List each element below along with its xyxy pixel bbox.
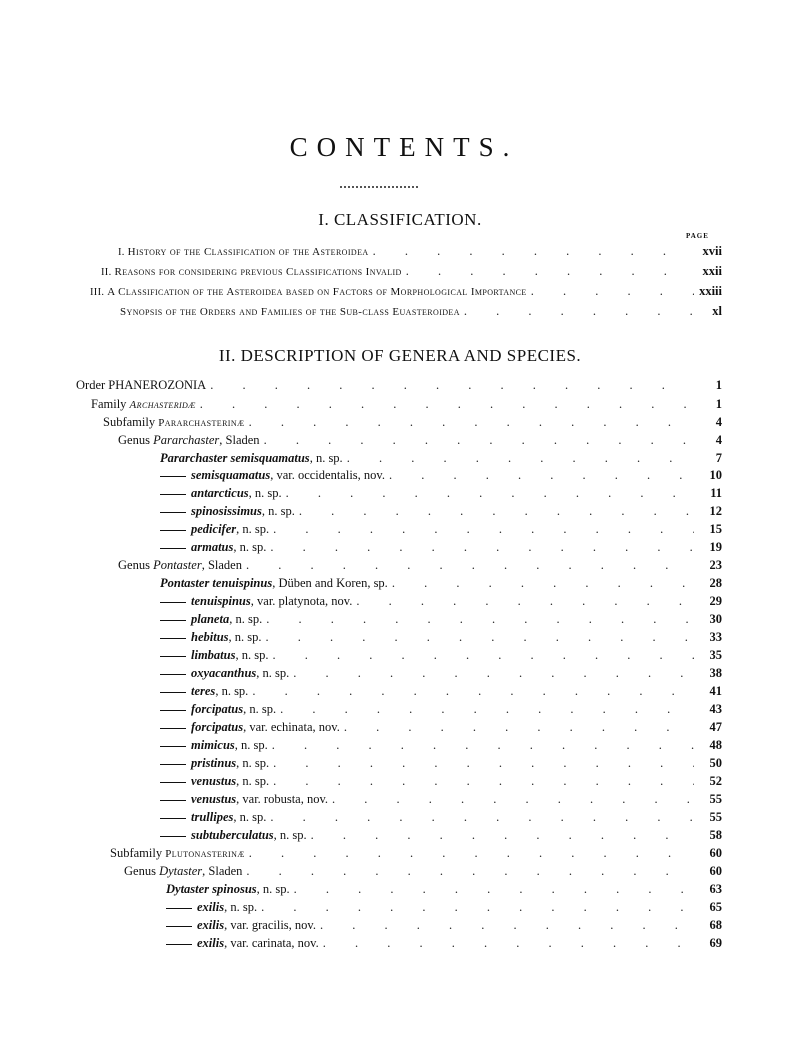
taxon-author: , n. sp. [234,738,268,752]
taxon-name: semisquamatus [191,468,271,482]
page-number: 69 [709,936,722,950]
taxon-name: teres [191,684,216,698]
page-number: 65 [709,900,722,914]
leader-dots [328,792,694,807]
page-number: 35 [709,648,722,662]
toc-entry[interactable] [90,284,722,304]
taxon-name: oxyacanthus [191,666,257,680]
taxon-name: subtuberculatus [191,828,274,842]
taxon-author: , n. sp. [236,756,270,770]
page-number: 48 [709,738,722,752]
ditto-dash [160,548,186,549]
taxon-author: , n. sp. [224,900,258,914]
toc-entry-species[interactable] [160,684,722,704]
page-number: 19 [709,540,722,554]
leader-dots [295,504,694,519]
page-number: 47 [709,720,722,734]
toc-entry-genus[interactable] [124,864,722,884]
page-number: 1 [715,397,722,411]
page-number: 41 [709,684,722,698]
leader-dots [385,468,694,483]
leader-dots [248,684,694,699]
page-number: 60 [709,846,722,860]
taxon-name: Dytaster [159,864,203,878]
entry-number: III. [90,287,105,298]
leader-dots [206,378,694,393]
leader-dots [307,828,694,843]
leader-dots [369,244,694,259]
toc-entry-species[interactable] [160,540,722,560]
taxon-name: pristinus [191,756,237,770]
leader-dots [289,666,694,681]
ditto-dash [160,692,186,693]
leader-dots [402,264,694,279]
taxon-author: , var. occidentalis, nov. [270,468,385,482]
taxon-author: , n. sp. [229,612,263,626]
page-number: 7 [715,451,722,465]
ditto-dash [160,512,186,513]
page-number: 38 [709,666,722,680]
taxon-author: , var. carinata, nov. [224,936,319,950]
page-number: 12 [709,504,722,518]
taxon-name: forcipatus [191,720,244,734]
ditto-dash [160,602,186,603]
rank-label: Subfamily [110,846,166,860]
toc-entry-species[interactable] [160,666,722,686]
page-number: 10 [709,468,722,482]
taxon-author: , n. sp. [261,504,295,518]
page-number: 68 [709,918,722,932]
taxon-author: , n. sp. [233,540,267,554]
toc-entry-order[interactable] [76,378,722,398]
leader-dots [262,630,694,645]
ditto-dash [160,638,186,639]
taxon-name: pedicifer [191,522,237,536]
page-number: 1 [715,378,722,392]
leader-dots [527,284,694,299]
toc-entry-species[interactable] [160,828,722,848]
taxon-author: , n. sp. [236,522,270,536]
taxon-author: , n. sp. [309,451,343,465]
page-column-label: PAGE [686,232,709,240]
ditto-dash [160,530,186,531]
page-number: 43 [709,702,722,716]
toc-entry-subfamily[interactable] [103,415,722,435]
toc-entry-species[interactable] [160,522,722,542]
title-divider [340,186,418,188]
leader-dots [257,900,694,915]
taxon-name: limbatus [191,648,236,662]
rank-label: Genus [124,864,160,878]
toc-entry[interactable] [118,244,722,264]
leader-dots [352,594,694,609]
taxon-name: venustus [191,774,237,788]
ditto-dash [166,908,192,909]
taxon-name: Dytaster spinosus [166,882,257,896]
taxon-author: , n. sp. [248,486,282,500]
taxon-author: , Sladen [219,433,260,447]
toc-entry-species[interactable] [160,468,722,488]
leader-dots [260,433,694,448]
toc-entry-species[interactable] [166,900,722,920]
taxon-name: trullipes [191,810,234,824]
taxon-author: , var. robusta, nov. [236,792,329,806]
leader-dots [242,558,694,573]
toc-entry-species[interactable] [160,486,722,506]
page-number: 50 [709,756,722,770]
leader-dots [282,486,694,501]
leader-dots [269,774,694,789]
page-number: 52 [709,774,722,788]
ditto-dash [160,494,186,495]
taxon-name: hebitus [191,630,229,644]
entry-number: I. [118,247,125,258]
taxon-author: , Sladen [202,864,243,878]
taxon-name: spinosissimus [191,504,262,518]
toc-entry-species[interactable] [160,594,722,614]
toc-entry-species[interactable] [166,936,722,956]
leader-dots [290,882,694,897]
ditto-dash [160,818,186,819]
leader-dots [245,846,694,861]
ditto-dash [160,620,186,621]
taxon-name: Pararchaster semisquamatus [160,451,310,465]
leader-dots [268,648,694,663]
rank-label: Family [91,397,130,411]
taxon-name: Pontaster [153,558,202,572]
taxon-author: , n. sp. [256,666,290,680]
page-number: 63 [709,882,722,896]
page-number: 55 [709,792,722,806]
taxon-name: exilis [197,918,225,932]
leader-dots [242,864,694,879]
leader-dots [319,936,694,951]
page-number: xvii [702,244,722,258]
page-number: 4 [715,433,722,447]
page-number: 4 [715,415,722,429]
taxon-author: , var. platynota, nov. [250,594,353,608]
taxon-name: Pararchasterinæ [158,417,245,429]
toc-entry-species[interactable] [160,648,722,668]
ditto-dash [166,926,192,927]
toc-entry-species[interactable] [160,702,722,722]
leader-dots [268,738,694,753]
page-number: xxii [702,264,722,278]
ditto-dash [160,656,186,657]
taxon-name: Archasteridæ [129,399,196,411]
page-number: 55 [709,810,722,824]
ditto-dash [166,944,192,945]
taxon-author: , n. sp. [273,828,307,842]
taxon-author: , n. sp. [215,684,249,698]
leader-dots [266,540,694,555]
toc-entry-species[interactable] [160,576,722,596]
page-number: 23 [709,558,722,572]
taxon-author: , n. sp. [256,882,290,896]
toc-entry-species[interactable] [160,774,722,794]
taxon-name: exilis [197,900,225,914]
rank-label: Genus [118,433,154,447]
leader-dots [266,810,694,825]
taxon-name: planeta [191,612,230,626]
leader-dots [276,702,694,717]
page-number: 29 [709,594,722,608]
taxon-author: , Sladen [201,558,242,572]
taxon-author: , n. sp. [243,702,277,716]
taxon-name: venustus [191,792,237,806]
toc-entry[interactable] [101,264,722,284]
taxon-name: PHANEROZONIA [108,378,207,392]
taxon-name: armatus [191,540,234,554]
toc-entry-species[interactable] [166,882,722,902]
page-number: 28 [709,576,722,590]
entry-number: II. [101,267,112,278]
toc-entry-species[interactable] [160,756,722,776]
toc-entry-species[interactable] [160,792,722,812]
rank-label: Genus [118,558,154,572]
leader-dots [245,415,694,430]
toc-entry-species[interactable] [160,630,722,650]
page-number: 60 [709,864,722,878]
taxon-name: Plutonasterinæ [165,848,245,860]
taxon-name: exilis [197,936,225,950]
toc-entry-species[interactable] [160,612,722,632]
leader-dots [388,576,694,591]
toc-entry[interactable] [120,304,722,324]
page-number: 58 [709,828,722,842]
taxon-name: antarcticus [191,486,249,500]
toc-entry-species[interactable] [160,738,722,758]
entry-title: Reasons for considering previous Classifications Invalid [114,266,402,278]
leader-dots [196,397,694,412]
leader-dots [269,756,694,771]
section-heading-description: II. DESCRIPTION OF GENERA AND SPECIES. [218,346,582,365]
leader-dots [340,720,694,735]
page-number: xxiii [699,284,722,298]
taxon-name: mimicus [191,738,235,752]
toc-entry-species[interactable] [160,810,722,830]
leader-dots [343,451,694,466]
toc-entry-species[interactable] [160,504,722,524]
page-number: xl [712,304,722,318]
taxon-name: forcipatus [191,702,244,716]
ditto-dash [160,710,186,711]
toc-entry-genus[interactable] [118,433,722,453]
taxon-name: Pontaster tenuispinus [160,576,273,590]
entry-title: History of the Classification of the Asteroidea [127,246,369,258]
ditto-dash [160,782,186,783]
toc-entry-genus[interactable] [118,558,722,578]
ditto-dash [160,836,186,837]
leader-dots [460,304,694,319]
taxon-author: , n. sp. [228,630,262,644]
entry-title: Synopsis of the Orders and Families of the Sub-class Euasteroidea [120,306,460,318]
toc-entry-subfamily[interactable] [110,846,722,866]
page-number: 11 [710,486,722,500]
entry-title: A Classification of the Asteroidea based on Factors of Morphological Importance [107,286,527,298]
taxon-author: , Düben and Koren, sp. [272,576,388,590]
taxon-author: , var. gracilis, nov. [224,918,316,932]
rank-label: Order [76,378,109,392]
leader-dots [316,918,694,933]
page-title: CONTENTS. [289,132,519,162]
taxon-name: tenuispinus [191,594,251,608]
page-number: 30 [709,612,722,626]
taxon-name: Pararchaster [153,433,220,447]
toc-entry-family[interactable] [91,397,722,417]
ditto-dash [160,476,186,477]
leader-dots [269,522,694,537]
toc-entry-species[interactable] [160,720,722,740]
toc-entry-species[interactable] [166,918,722,938]
ditto-dash [160,674,186,675]
ditto-dash [160,764,186,765]
page-number: 15 [709,522,722,536]
ditto-dash [160,728,186,729]
taxon-author: , n. sp. [236,774,270,788]
page-number: 33 [709,630,722,644]
leader-dots [262,612,694,627]
rank-label: Subfamily [103,415,159,429]
taxon-author: , n. sp. [233,810,267,824]
section-heading-classification: I. CLASSIFICATION. [318,210,482,229]
ditto-dash [160,800,186,801]
ditto-dash [160,746,186,747]
taxon-author: , n. sp. [235,648,269,662]
taxon-author: , var. echinata, nov. [243,720,340,734]
